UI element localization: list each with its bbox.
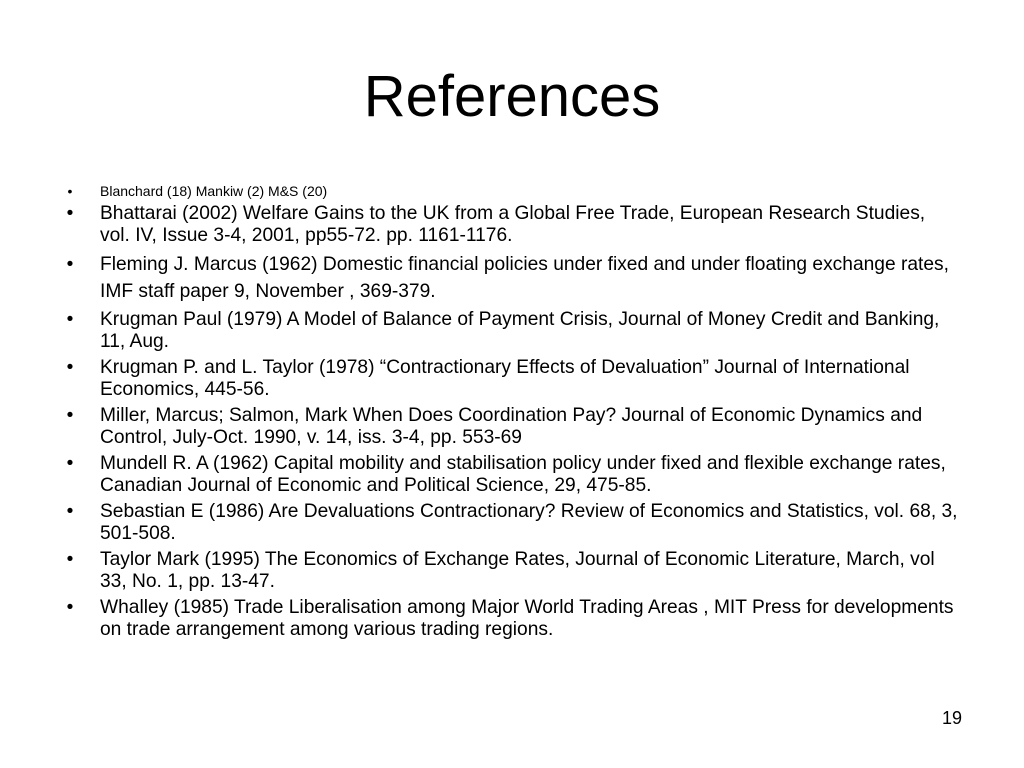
reference-item [60,251,960,305]
reference-text: Krugman Paul (1979) A Model of Balance of Payment Crisis, Journal of Money Credit and Banking, 11, Aug. [100,309,940,352]
bullet-icon: • [66,254,74,275]
reference-text: Krugman P. and L. Taylor (1978) “Contractionary Effects of Devaluation” Journal of International Economics, 445-56. [100,357,910,400]
bullet-icon: • [66,549,74,570]
bullet-icon: • [66,357,74,378]
slide-title: References [363,64,661,129]
reference-list [60,181,960,645]
bullet-icon: • [66,597,74,618]
reference-item [60,405,960,449]
reference-text: Fleming J. Marcus (1962) Domestic financial policies under fixed and under floating exchange rates, IMF staff paper 9, November , 369-379. [100,254,949,302]
bullet-icon: • [67,183,73,199]
reference-item [60,549,960,593]
reference-item [60,357,960,401]
page-number: 19 [941,708,962,728]
bullet-icon: • [66,453,74,474]
bullet-icon: • [66,501,74,522]
reference-text: Blanchard (18) Mankiw (2) M&S (20) [100,183,328,199]
reference-text: Bhattarai (2002) Welfare Gains to the UK from a Global Free Trade, European Research Studies, vol. IV, Issue 3-4, 2001, pp55-72. pp. 1161-1176. [100,203,926,246]
reference-text: Mundell R. A (1962) Capital mobility and stabilisation policy under fixed and flexible exchange rates, Canadian Journal of Economic and Political Science, 29, 475-85. [100,453,946,496]
reference-text: Miller, Marcus; Salmon, Mark When Does Coordination Pay? Journal of Economic Dynamics and Control, July-Oct. 1990, v. 14, iss. 3-4, pp. 553-69 [100,405,923,448]
reference-item [60,501,960,545]
reference-item [60,597,960,641]
reference-text: Whalley (1985) Trade Liberalisation among Major World Trading Areas , MIT Press for developments on trade arrangement among various trading regions. [100,597,954,640]
reference-item [60,453,960,497]
reference-item [60,203,960,247]
bullet-icon: • [66,405,74,426]
reference-text: Sebastian E (1986) Are Devaluations Contractionary? Review of Economics and Statistics, vol. 68, 3, 501-508. [100,501,958,544]
reference-item [60,309,960,353]
reference-text: Taylor Mark (1995) The Economics of Exchange Rates, Journal of Economic Literature, March, vol 33, No. 1, pp. 13-47. [100,549,935,592]
bullet-icon: • [66,203,74,224]
bullet-icon: • [66,309,74,330]
reference-item [60,181,960,201]
